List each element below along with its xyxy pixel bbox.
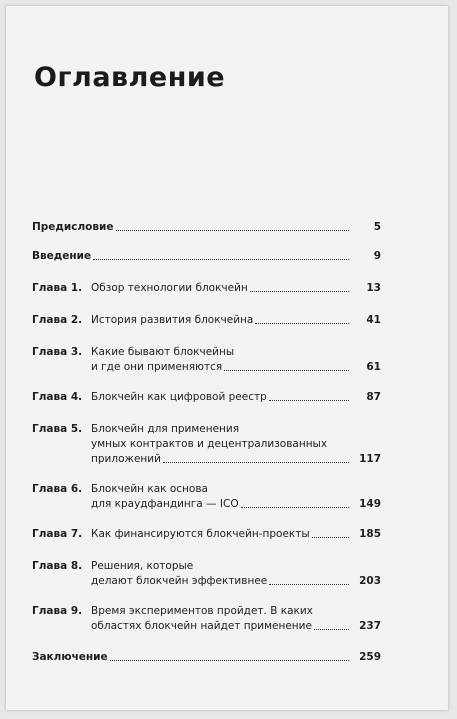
- chapter-title-line: областях блокчейн найдет применение: [91, 620, 312, 632]
- chapter-title-line: умных контрактов и децентрализованных: [91, 438, 328, 450]
- toc-entry[interactable]: [32, 650, 381, 665]
- chapter-title-line: История развития блокчейна: [91, 314, 254, 326]
- chapter-title-line: приложений: [91, 453, 161, 465]
- chapter-label: Глава 9.: [32, 605, 83, 617]
- chapter-label: Глава 3.: [32, 346, 83, 358]
- chapter-label: Глава 8.: [32, 560, 83, 572]
- page-number: 237: [359, 620, 381, 632]
- dot-leader: [269, 400, 349, 401]
- toc-entry[interactable]: [32, 390, 381, 405]
- page-number: 203: [359, 575, 381, 587]
- dot-leader: [250, 291, 349, 292]
- dot-leader: [93, 259, 349, 260]
- page-number: 185: [359, 528, 381, 540]
- chapter-label: Глава 6.: [32, 483, 83, 495]
- chapter-title-line: Время экспериментов пройдет. В каких: [91, 605, 313, 617]
- toc-entry[interactable]: [32, 249, 381, 264]
- dot-leader: [314, 629, 349, 630]
- book-page: [6, 6, 448, 710]
- dot-leader: [312, 537, 349, 538]
- dot-leader: [255, 323, 349, 324]
- toc-entry[interactable]: [32, 422, 381, 467]
- chapter-title-line: Какие бывают блокчейны: [91, 346, 235, 358]
- toc-entry[interactable]: [32, 313, 381, 328]
- dot-leader: [110, 660, 349, 661]
- page-number: 41: [366, 314, 381, 326]
- page-number: 117: [359, 453, 381, 465]
- chapter-label: Глава 2.: [32, 314, 83, 326]
- chapter-label: Глава 1.: [32, 282, 83, 294]
- chapter-label: Глава 7.: [32, 528, 83, 540]
- dot-leader: [224, 370, 349, 371]
- chapter-label: Глава 5.: [32, 423, 83, 435]
- toc-entry[interactable]: [32, 345, 381, 375]
- chapter-title-line: для краудфандинга — ICO: [91, 498, 239, 510]
- page-title: Оглавление: [34, 62, 226, 93]
- dot-leader: [116, 230, 349, 231]
- page-number: 13: [366, 282, 381, 294]
- page-number: 5: [373, 221, 381, 233]
- dot-leader: [269, 584, 349, 585]
- chapter-title-line: Как финансируются блокчейн-проекты: [91, 528, 310, 540]
- chapter-title-line: Блокчейн для применения: [91, 423, 240, 435]
- page-number: 61: [366, 361, 381, 373]
- chapter-title-line: Обзор технологии блокчейн: [91, 282, 248, 294]
- chapter-title-line: делают блокчейн эффективнее: [91, 575, 268, 587]
- toc-entry[interactable]: [32, 559, 381, 589]
- chapter-title-line: Блокчейн как основа: [91, 483, 208, 495]
- toc-entry[interactable]: [32, 604, 381, 634]
- chapter-title-line: Введение: [32, 250, 92, 262]
- dot-leader: [163, 462, 349, 463]
- chapter-label: Глава 4.: [32, 391, 83, 403]
- toc-entry[interactable]: [32, 482, 381, 512]
- page-number: 87: [366, 391, 381, 403]
- page-number: 149: [359, 498, 381, 510]
- page-number: 9: [373, 250, 381, 262]
- chapter-title-line: Заключение: [32, 651, 108, 663]
- dot-leader: [241, 507, 349, 508]
- toc-entry[interactable]: [32, 527, 381, 542]
- chapter-title-line: и где они применяются: [91, 361, 223, 373]
- toc-entry[interactable]: [32, 220, 381, 235]
- toc-entry[interactable]: [32, 281, 381, 296]
- chapter-title-line: Решения, которые: [91, 560, 194, 572]
- chapter-title-line: Предисловие: [32, 221, 114, 233]
- chapter-title-line: Блокчейн как цифровой реестр: [91, 391, 267, 403]
- table-of-contents: [6, 6, 448, 710]
- page-number: 259: [359, 651, 381, 663]
